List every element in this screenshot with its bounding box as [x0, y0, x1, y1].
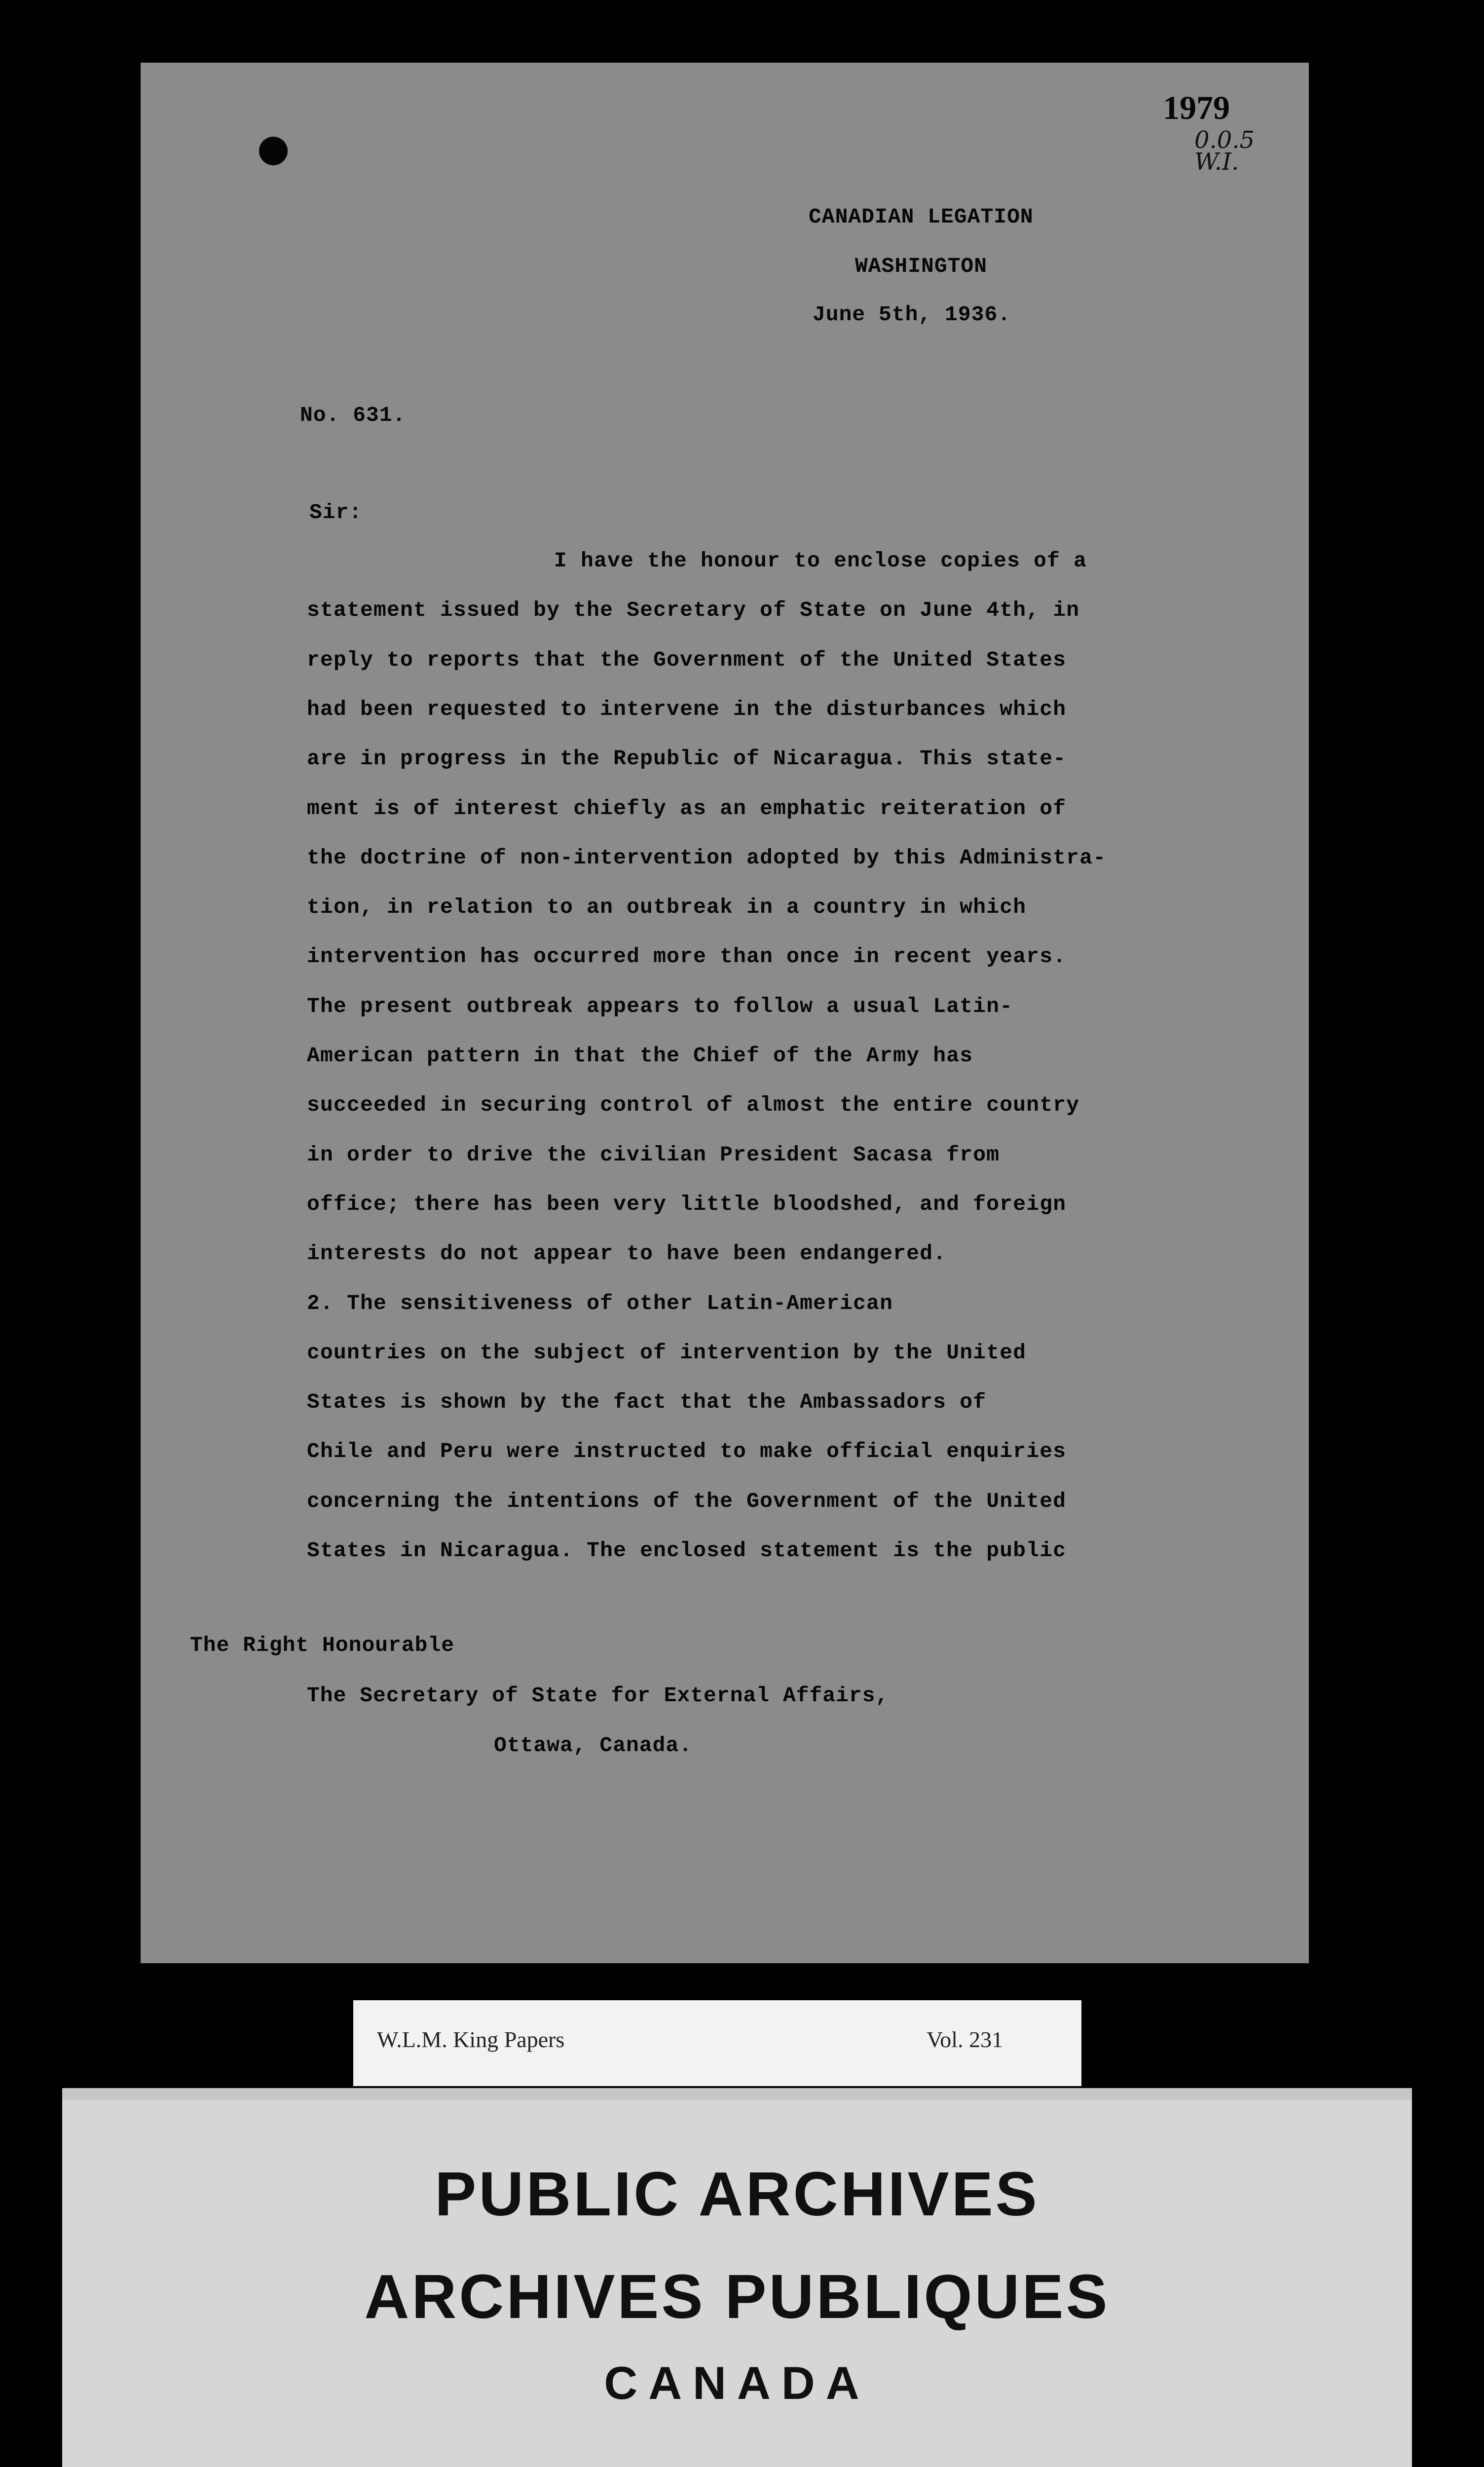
addressee-title: The Right Honourable [190, 1633, 455, 1657]
body-line: interests do not appear to have been endangered. [307, 1241, 947, 1266]
body-line: succeeded in securing control of almost the entire country [307, 1093, 1080, 1118]
stamp-fold-edge [62, 2088, 1412, 2100]
reference-number: 1979 [1163, 89, 1230, 126]
letterhead-city: WASHINGTON [855, 254, 988, 278]
body-line: countries on the subject of intervention by the United [307, 1340, 1027, 1365]
stamp-line-french: ARCHIVES PUBLIQUES [364, 2262, 1110, 2331]
stamp-line-english: PUBLIC ARCHIVES [435, 2159, 1039, 2229]
salutation: Sir: [309, 500, 363, 524]
dispatch-number: No. 631. [300, 403, 406, 427]
collection-name: W.L.M. King Papers [377, 2027, 565, 2052]
body-line: concerning the intentions of the Government of the United [307, 1489, 1067, 1513]
archive-stamp [62, 2088, 1412, 2467]
body-line: States is shown by the fact that the Ambassadors of [307, 1390, 987, 1415]
addressee-location: Ottawa, Canada. [494, 1733, 693, 1757]
volume-number: Vol. 231 [927, 2027, 1003, 2052]
body-line: the doctrine of non-intervention adopted by this Administra- [307, 845, 1107, 870]
stamp-line-country: CANADA [604, 2357, 870, 2409]
handwritten-note: 0.0.5 W.I. [1194, 126, 1255, 176]
body-line: American pattern in that the Chief of the Army has [307, 1044, 973, 1068]
body-line: in order to drive the civilian President Sacasa from [307, 1142, 1000, 1167]
body-line: statement issued by the Secretary of State on June 4th, in [307, 598, 1080, 623]
body-line: had been requested to intervene in the disturbances which [307, 697, 1067, 721]
body-line: Chile and Peru were instructed to make official enquiries [307, 1439, 1067, 1464]
body-line: are in progress in the Republic of Nicaragua. This state- [307, 747, 1067, 771]
body-line: The present outbreak appears to follow a usual Latin- [307, 994, 1013, 1018]
body-line: tion, in relation to an outbreak in a country in which [307, 895, 1027, 920]
body-line: reply to reports that the Government of the United States [307, 647, 1067, 672]
letter-date: June 5th, 1936. [813, 302, 1011, 327]
addressee-office: The Secretary of State for External Affairs, [307, 1683, 889, 1708]
body-line: intervention has occurred more than once in recent years. [307, 944, 1067, 969]
letterhead-legation: CANADIAN LEGATION [809, 205, 1034, 229]
body-line: States in Nicaragua. The enclosed statement is the public [307, 1538, 1067, 1563]
body-line: I have the honour to enclose copies of a [554, 549, 1087, 573]
letter-page [141, 63, 1309, 1963]
punch-hole [259, 137, 288, 165]
archive-label [353, 2000, 1081, 2086]
body-line: 2. The sensitiveness of other Latin-American [307, 1291, 893, 1315]
body-line: ment is of interest chiefly as an emphatic reiteration of [307, 796, 1067, 821]
body-line: office; there has been very little bloodshed, and foreign [307, 1192, 1067, 1216]
